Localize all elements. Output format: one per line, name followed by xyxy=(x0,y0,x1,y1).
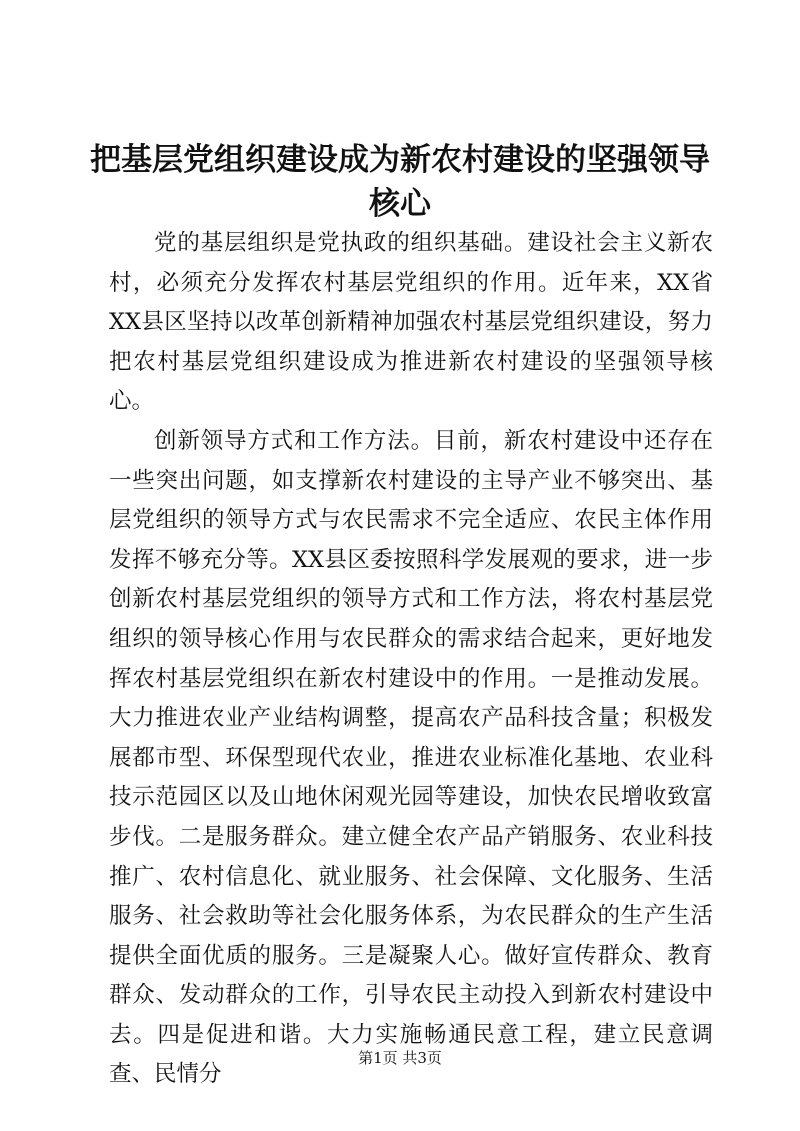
paragraph-methods: 创新领导方式和工作方法。目前，新农村建设中还存在一些突出问题，如支撑新农村建设的主导产业不够突出、基层党组织的领导方式与农民需求不完全适应、农民主体作用发挥不够充分等。XX县区委按照科学发展观的要求，进一步创新农村基层党组织的领导方式和工作方法，将农村基层党组织的领导核心作用与农民群众的需求结合起来，更好地发挥农村基层党组织在新农村建设中的作用。一是推动发展。大力推进农业产业结构调整，提高农产品科技含量；积极发展都市型、环保型现代农业，推进农业标准化基地、农业科技示范园区以及山地休闲观光园等建设，加快农民增收致富步伐。二是服务群众。建立健全农产品产销服务、农业科技推广、农村信息化、就业服务、社会保障、文化服务、生活服务、社会救助等社会化服务体系，为农民群众的生产生活提供全面优质的服务。三是凝聚人心。做好宣传群众、教育群众、发动群众的工作，引导农民主动投入到新农村建设中去。四是促进和谐。大力实施畅通民意工程，建立民意调查、民情分 xyxy=(109,427,713,1088)
page-number-footer: 第1页 共3页 xyxy=(358,1049,442,1067)
document-body xyxy=(109,224,713,1095)
paragraph-intro: 党的基层组织是党执政的组织基础。建设社会主义新农村，必须充分发挥农村基层党组织的作用。近年来，XX省XX县区坚持以改革创新精神加强农村基层党组织建设，努力把农村基层党组织建设成为推进新农村建设的坚强领导核心。 xyxy=(109,230,713,415)
page-title: 把基层党组织建设成为新农村建设的坚强领导核心 xyxy=(90,142,710,222)
